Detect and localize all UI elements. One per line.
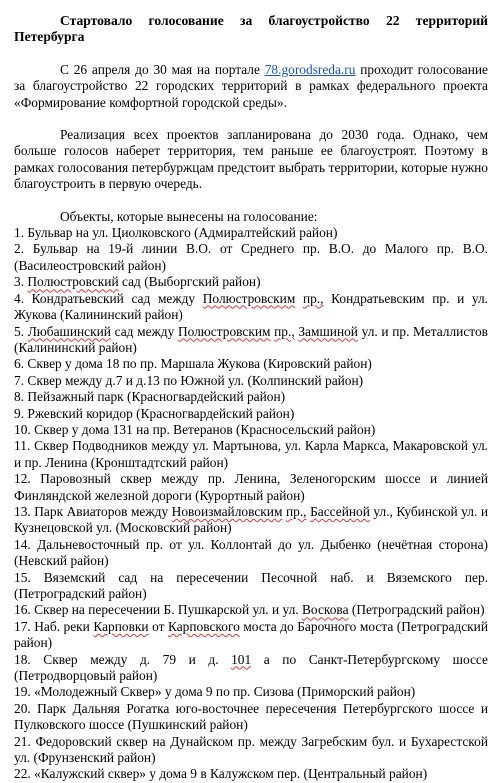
document-page [14,13,488,783]
list-item: 15. Вяземский сад на пересечении Песочной наб. и Вяземского пер. (Петроградский район) [14,569,488,601]
implementation-paragraph: Реализация всех проектов запланирована до 2030 года. Однако, чем больше голосов наберет территория, тем раньше ее благоустроят. Поэтому в рамках голосования петербуржцам предстоит выбрать территории, которые нужно благоустроить в первую очередь. [14,127,488,192]
list-item: 11. Сквер Подводников между ул. Мартынова, ул. Карла Маркса, Макаровской ул. и пр. Ленина (Кронштадтский район) [14,438,488,470]
list-item: 5. Любашинский сад между Полюстровским пр., Замшиной ул. и пр. Металлистов (Калининский район) [14,323,488,355]
list-item: 19. «Молодежный Сквер» у дома 9 по пр. Сизова (Приморский район) [14,684,416,700]
list-item: 9. Ржевский коридор (Красногвардейский район) [14,405,295,421]
list-item: 2. Бульвар на 19-й линии В.О. от Среднего пр. В.О. до Малого пр. В.О. (Василеостровский район) [14,241,488,273]
list-item: 17. Наб. реки Карповки от Карповского моста до Барочного моста (Петроградский район) [14,618,488,651]
list-item: 13. Парк Авиаторов между Новоизмайловским пр., Бассейной ул., Кубинской ул. и Кузнецовской ул. (Московский район) [14,503,488,536]
list-item: 6. Сквер у дома 18 по пр. Маршала Жукова (Кировский район) [14,356,372,372]
list-item: 3. Полюстровский сад (Выборгский район) [14,274,261,290]
portal-link[interactable]: 78.gorodsreda.ru [264,61,356,77]
list-item: 4. Кондратьевский сад между Полюстровским пр., Кондратьевским пр. и ул. Жукова (Калининский район) [14,290,488,323]
intro-text-end: проходит голосование за благоустройство 22 городских территорий в рамках федерального проекта «Формирование комфортной городской среды». [14,61,488,110]
list-heading: Объекты, которые вынесены на голосование: [60,208,318,224]
document-title: Стартовало голосование за благоустройство 22 территорий Петербурга [14,13,488,45]
list-item: 22. «Калужский сквер» у дома 9 в Калужском пер. (Центральный район) [14,766,428,782]
list-item: 8. Пейзажный парк (Красногвардейский район) [14,389,286,405]
list-item: 16. Сквер на пересечении Б. Пушкарской ул. и ул. Воскова (Петроградский район) [14,602,485,618]
list-item: 18. Сквер между д. 79 и д. 101 а по Санкт-Петербургскому шоссе (Петродворцовый район) [14,651,488,684]
list-item: 1. Бульвар на ул. Циолковского (Адмиралтейский район) [14,225,338,241]
list-item: 7. Сквер между д.7 и д.13 по Южной ул. (Колпинский район) [14,372,364,388]
list-item: 14. Дальневосточный пр. от ул. Коллонтай до ул. Дыбенко (нечётная сторона) (Невский район) [14,536,488,569]
objects-list [14,225,488,783]
list-item: 12. Паровозный сквер между пр. Ленина, Зеленогорским шоссе и линией Финляндской железной дороги (Курортный район) [14,471,488,503]
list-item: 10. Сквер у дома 131 на пр. Ветеранов (Красносельский район) [14,421,376,437]
list-item: 21. Федоровский сквер на Дунайском пр. между Загребским бул. и Бухарестской ул. (Фрунзенский район) [14,733,488,766]
intro-paragraph [14,62,488,111]
intro-text-start: С 26 апреля до 30 мая на портале [60,61,265,77]
list-item: 20. Парк Дальняя Рогатка юго-восточнее пересечения Петербургского шоссе и Пулковского шоссе (Пушкинский район) [14,700,488,733]
